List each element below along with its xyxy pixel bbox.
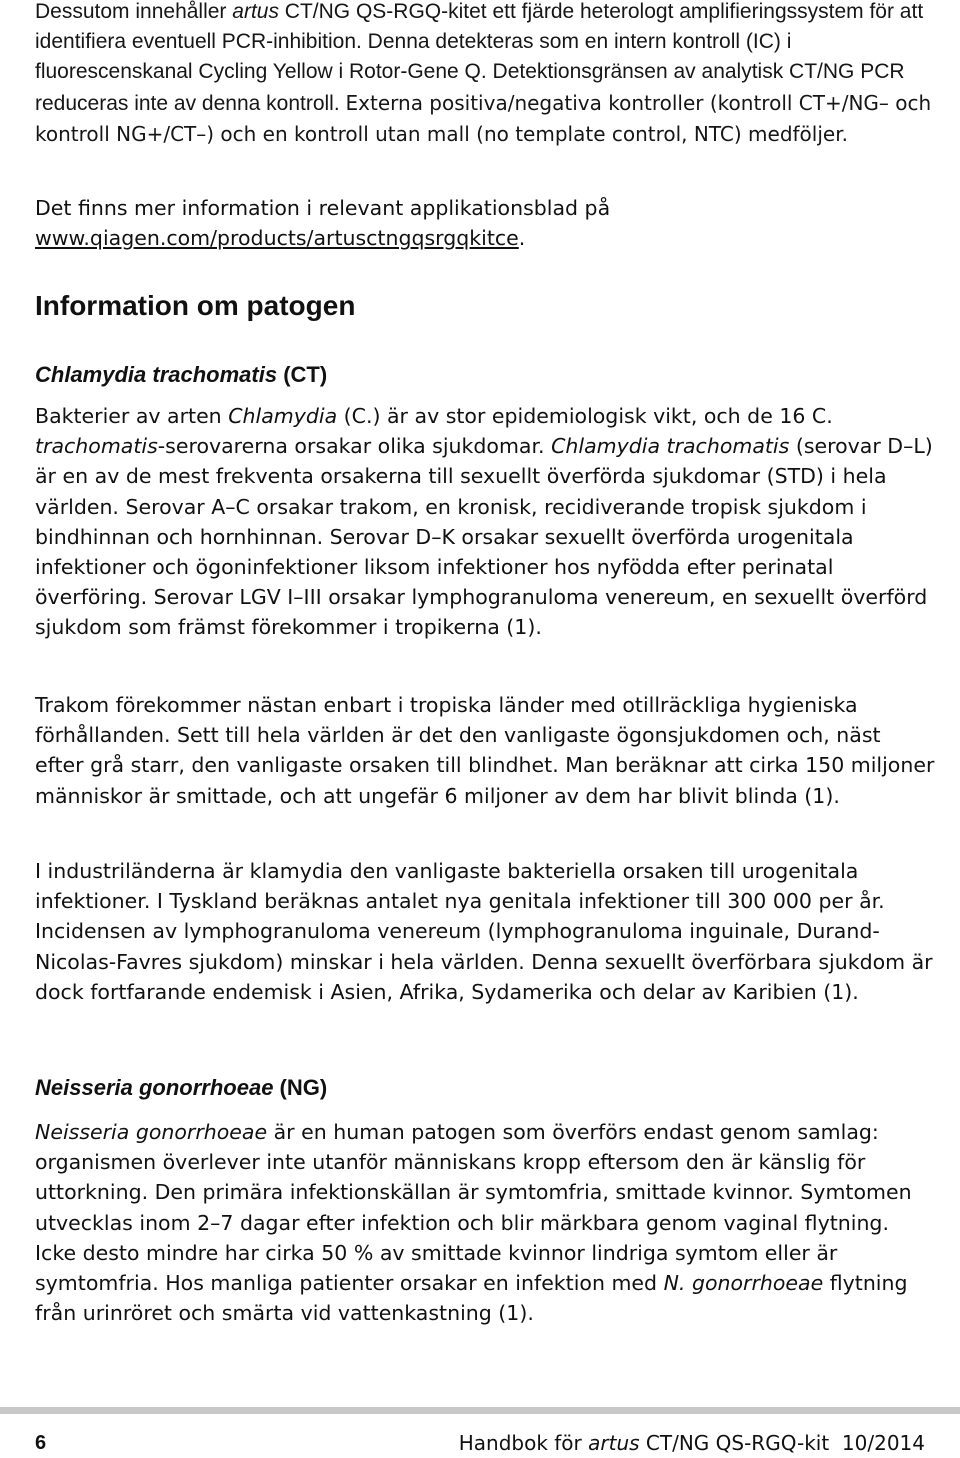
ct-paragraph-3: I industriländerna är klamydia den vanligaste bakteriella orsaken till urogenitala infektioner. I Tyskland beräknas antalet nya genitala infektioner till 300 000 per år. Incidensen av lymphogranuloma venereum (lymphogranuloma inguinale, Durand-Nicolas-Favres sjukdom) minskar i hela världen. Denna sexuellt överförbara sjukdom är dock fortfarande endemisk i Asien, Afrika, Sydamerika och delar av Karibien (1). xyxy=(35,859,933,1004)
ng-p1-italic-b: N. gonorrhoeae xyxy=(663,1271,824,1296)
footer-title-italic: artus xyxy=(588,1431,640,1455)
ct-heading-species: Chlamydia trachomatis xyxy=(35,362,278,387)
ng-heading-abbr: (NG) xyxy=(273,1075,328,1100)
ng-p1-italic-a: Neisseria gonorrhoeae xyxy=(35,1120,268,1144)
ct-p1-text-a: Bakterier av arten xyxy=(35,404,229,428)
ct-p1-italic-b: trachomatis xyxy=(35,434,158,459)
ng-p1-text-a: är en human patogen som överförs endast genom samlag: organismen överlever inte utanför människans kropp eftersom den är känslig för uttorkning. Den primära infektionskällan är symtomfria, smittade kvinnor. Symtomen utvecklas inom 2–7 dagar efter infektion och blir märkbara genom vaginal flytning. Icke desto mindre har cirka 50 % av smittade kvinnor lindriga symtom eller är symtomfria. Hos manliga patienter orsakar en infektion med xyxy=(35,1120,912,1296)
intro-italic: artus xyxy=(232,0,279,23)
intro-text: Dessutom innehåller xyxy=(35,0,233,23)
ct-heading-abbr: (CT) xyxy=(277,362,328,387)
ct-p1-text-d: (serovar D–L) är en av de mest frekventa orsakerna till sexuellt överförda sjukdomar (STD) i hela världen. Serovar A–C orsakar trakom, en kronisk, recidiverande tropisk sjukdom i bindhinnan och hornhinnan. Serovar D–K orsakar sexuellt överförda urogenitala infektioner och ögoninfektioner liksom infektioner hos nyfödda efter perinatal överföring. Serovar LGV I–III orsakar lymphogranuloma venereum, en sexuellt överförd sjukdom som främst förekommer i tropikerna (1). xyxy=(35,434,933,640)
intro-text-2: CT/NG QS-RGQ-kitet ett fjärde heterologt amplifieringssystem för att identifiera eventuell PCR-inhibition. Denna detekteras som en intern kontroll (IC) i fluorescenskanal Cycling Yellow i Rotor-Gene Q. Detektionsgränsen av analytisk CT/NG PCR reduceras inte av denna kontroll. xyxy=(35,0,924,115)
intro-controls-text: Externa positiva/negativa kontroller (kontroll CT+/NG– och kontroll NG+/CT–) och en kontroll utan mall (no template control, NTC) medföljer. xyxy=(35,90,932,146)
ct-p1-text-c: -serovarerna orsakar olika sjukdomar. xyxy=(157,434,552,459)
ng-paragraph-1 xyxy=(35,1117,935,1328)
ct-heading xyxy=(35,361,327,389)
intro-paragraph-link xyxy=(35,193,935,253)
applikationsblad-link[interactable]: www.qiagen.com/products/artusctngqsrgqkitce xyxy=(35,226,519,251)
page-footer xyxy=(35,1428,925,1458)
page-number: 6 xyxy=(35,1432,47,1454)
ng-heading-species: Neisseria gonorrhoeae xyxy=(35,1075,274,1100)
footer-title-b: CT/NG QS-RGQ-kit xyxy=(639,1431,830,1455)
ng-p1-text-b: flytning från urinröret och smärta vid vattenkastning (1). xyxy=(35,1271,908,1326)
intro-paragraph-ic xyxy=(35,0,935,150)
section-title: Information om patogen xyxy=(35,290,356,321)
ct-paragraph-2: Trakom förekommer nästan enbart i tropiska länder med otillräckliga hygieniska förhållanden. Sett till hela världen är det den vanligaste ögonsjukdomen och, näst efter grå starr, den vanligaste orsaken till blindhet. Man beräknar att cirka 150 miljoner människor är smittade, och att ungefär 6 miljoner av dem har blivit blinda (1). xyxy=(35,693,935,808)
ct-p1-italic-c: Chlamydia trachomatis xyxy=(551,434,790,459)
ct-p1-italic-a: Chlamydia xyxy=(228,404,338,428)
ct-paragraph-1 xyxy=(35,401,935,643)
ct-p1-text-b: (C.) är av stor epidemiologisk vikt, och de 16 C. xyxy=(337,404,833,428)
ng-heading xyxy=(35,1074,327,1102)
footer-title xyxy=(459,1428,925,1458)
footer-date: 10/2014 xyxy=(841,1431,925,1455)
footer-title-a: Handbok för xyxy=(458,1431,589,1455)
intro-link-lead: Det finns mer information i relevant applikationsblad på xyxy=(35,196,611,220)
footer-rule xyxy=(0,1407,960,1414)
intro-link-end: . xyxy=(518,226,526,251)
